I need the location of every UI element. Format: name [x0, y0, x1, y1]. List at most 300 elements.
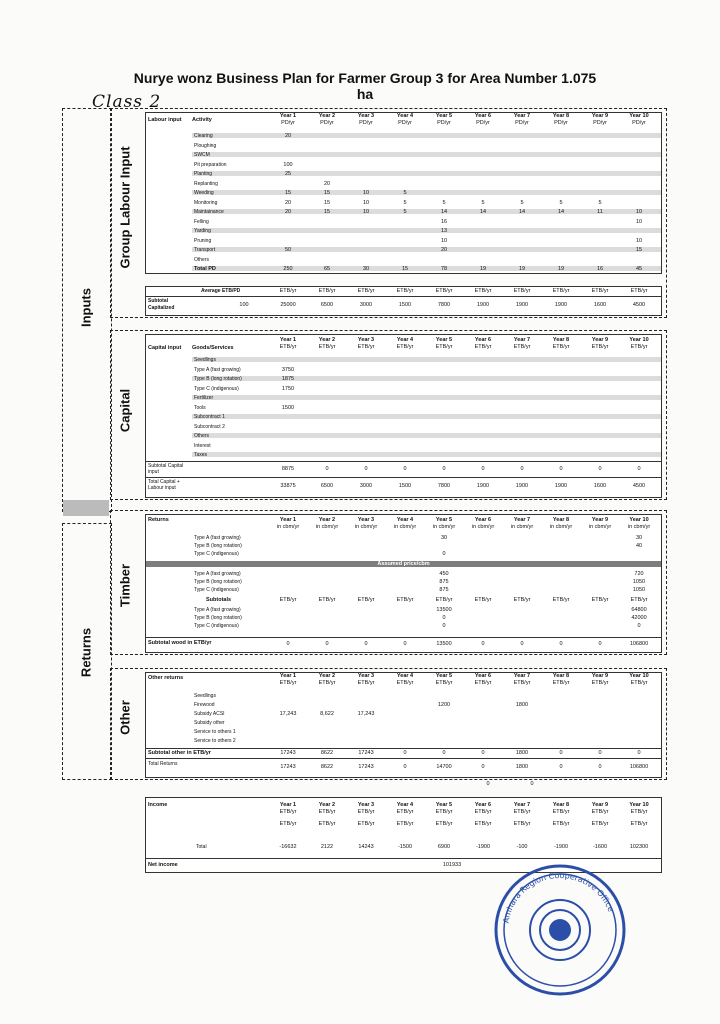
unit-header: ETB/yr — [630, 680, 648, 686]
extra-zero: 0 — [530, 781, 534, 787]
year-header: Year 9 — [591, 337, 609, 343]
labour-subtotal: 4500 — [632, 302, 646, 308]
year-header: Year 8 — [552, 337, 570, 343]
unit-header: ETB/yr — [552, 344, 570, 350]
unit-header: PD/yr — [632, 120, 646, 126]
sub-y10: 0 — [637, 623, 641, 629]
labour-value: 10 — [362, 209, 370, 215]
capital-item: Subcontract 2 — [194, 423, 225, 430]
other-item: Service to others 1 — [194, 729, 236, 735]
sub-y5: 0 — [442, 615, 446, 621]
year-header: Year 6 — [474, 802, 492, 808]
labour-value: 5 — [403, 190, 407, 196]
year-header: Year 3 — [357, 802, 375, 808]
activity-name: Clearing — [194, 133, 213, 139]
labour-value: 19 — [518, 266, 526, 272]
unit-header: ETB/yr — [279, 344, 297, 350]
etb-unit: ETB/yr — [474, 288, 492, 294]
row-stripe — [192, 190, 661, 195]
unit-header: ETB/yr — [435, 809, 453, 815]
extra-zero: 0 — [486, 781, 490, 787]
labour-value: 20 — [323, 180, 331, 187]
capital-total: 33875 — [280, 483, 296, 489]
etb-unit: ETB/yr — [357, 288, 375, 294]
other-subtotal: 0 — [481, 750, 485, 756]
unit-header: PD/yr — [359, 120, 373, 126]
separator-block — [63, 500, 109, 516]
activity-name: Replanting — [194, 180, 218, 187]
net-income-value: 101933 — [442, 862, 462, 868]
labour-subtotal-section — [145, 286, 662, 316]
labour-value: 10 — [635, 237, 643, 244]
unit-header: ETB/yr — [318, 680, 336, 686]
activity-name: Ploughing — [194, 142, 217, 149]
timber-label: Timber — [117, 563, 133, 608]
year-header: Year 8 — [552, 113, 570, 119]
year-header: Year 10 — [629, 113, 649, 119]
year-header: Year 8 — [552, 673, 570, 679]
activity-name: Pruning — [194, 237, 212, 244]
etb-unit: ETB/yr — [279, 288, 297, 294]
labour-value: 15 — [635, 247, 643, 253]
year-header: Year 5 — [435, 802, 453, 808]
goods-label: Goods/Services — [192, 345, 234, 351]
timber-volume-y10: 40 — [635, 543, 643, 549]
year-header: Year 9 — [591, 113, 609, 119]
other-subtotal-label: Subtotal other in ETB/yr — [148, 750, 211, 756]
timber-type: Type B (long rotation) — [194, 543, 242, 549]
unit-header: PD/yr — [554, 120, 568, 126]
capital-value: 1875 — [281, 376, 295, 382]
unit-header: ETB/yr — [318, 344, 336, 350]
labour-value: 19 — [557, 266, 565, 272]
etb-unit: ETB/yr — [591, 288, 609, 294]
etb-unit: ETB/yr — [513, 597, 531, 603]
labour-value: 5 — [598, 199, 602, 206]
unit-header: ETB/yr — [474, 344, 492, 350]
unit-header: ETB/yr — [357, 680, 375, 686]
activity-name: Weeding — [194, 190, 214, 196]
unit-header: ETB/yr — [513, 680, 531, 686]
etb-unit: ETB/yr — [396, 821, 414, 827]
labour-value: 5 — [520, 199, 524, 206]
capital-total: 1500 — [398, 483, 412, 489]
year-header: Year 4 — [396, 517, 414, 523]
sub-y5: 0 — [442, 623, 446, 629]
row-stripe — [192, 376, 661, 381]
timber-type: Type C (indigenous) — [194, 551, 239, 557]
income-total: 6900 — [437, 844, 451, 850]
labour-col-label: Labour input — [148, 117, 182, 123]
year-header: Year 7 — [513, 337, 531, 343]
unit-header: PD/yr — [281, 120, 295, 126]
unit-header: in cbm/yr — [588, 524, 612, 530]
capital-total: 3000 — [359, 483, 373, 489]
activity-name: Monitoring — [194, 199, 218, 206]
firewood-value: 1800 — [515, 702, 529, 708]
etb-unit: ETB/yr — [591, 597, 609, 603]
labour-value: 14 — [518, 209, 526, 215]
year-header: Year 5 — [435, 337, 453, 343]
unit-header: in cbm/yr — [393, 524, 417, 530]
unit-header: PD/yr — [476, 120, 490, 126]
year-header: Year 1 — [279, 113, 297, 119]
capital-value: 1500 — [281, 404, 295, 411]
other-subtotal: 17243 — [358, 750, 374, 756]
wood-subtotal: 0 — [598, 641, 602, 647]
capital-subtotal: 0 — [637, 466, 641, 472]
labour-value: 5 — [403, 209, 407, 215]
labour-value: 50 — [284, 247, 292, 253]
labour-value: 10 — [440, 237, 448, 244]
total-returns: 17243 — [280, 764, 296, 770]
etb-unit: ETB/yr — [396, 597, 414, 603]
etb-unit: ETB/yr — [630, 821, 648, 827]
unit-header: ETB/yr — [474, 680, 492, 686]
unit-header: PD/yr — [593, 120, 607, 126]
activity-name: Pit preparation — [194, 161, 227, 168]
unit-header: in cbm/yr — [627, 524, 651, 530]
etb-unit: ETB/yr — [318, 288, 336, 294]
unit-header: ETB/yr — [630, 809, 648, 815]
labour-subtotal: 7800 — [437, 302, 451, 308]
year-header: Year 10 — [629, 337, 649, 343]
year-header: Year 10 — [629, 517, 649, 523]
capital-subtotal: 0 — [520, 466, 524, 472]
timber-type: Type B (long rotation) — [194, 579, 242, 585]
unit-header: ETB/yr — [357, 344, 375, 350]
labour-subtotal: 1900 — [515, 302, 529, 308]
labour-value: 16 — [440, 218, 448, 225]
activity-name: Planting — [194, 171, 213, 177]
labour-value: 10 — [362, 190, 370, 196]
labour-subtotal: 1600 — [593, 302, 607, 308]
etb-unit: ETB/yr — [396, 288, 414, 294]
wood-subtotal: 0 — [286, 641, 290, 647]
year-header: Year 1 — [279, 517, 297, 523]
unit-header: ETB/yr — [591, 680, 609, 686]
labour-subtotal-label: Subtotal Capitalized — [148, 298, 175, 311]
labour-value: 78 — [440, 266, 448, 272]
year-header: Year 1 — [279, 802, 297, 808]
wood-subtotal: 0 — [403, 641, 407, 647]
etb-unit: ETB/yr — [630, 597, 648, 603]
etb-unit: ETB/yr — [357, 821, 375, 827]
labour-subtotal: 6500 — [320, 302, 334, 308]
rule — [146, 748, 661, 749]
unit-header: ETB/yr — [396, 680, 414, 686]
income-total: 14243 — [358, 844, 374, 850]
capital-item: Type C (indigenous) — [194, 385, 239, 392]
avg-etb-value: 100 — [239, 302, 249, 308]
capital-total-label: Total Capital + Labour input — [148, 479, 180, 491]
rule — [146, 858, 661, 859]
activity-name: Felling — [194, 218, 209, 225]
unit-header: ETB/yr — [435, 344, 453, 350]
row-stripe — [192, 133, 661, 138]
activity-name: Total PD — [194, 266, 216, 272]
capital-item: Interest — [194, 442, 211, 449]
etb-unit: ETB/yr — [474, 597, 492, 603]
labour-value: 15 — [284, 190, 292, 196]
labour-value: 16 — [596, 266, 604, 272]
labour-value: 20 — [284, 209, 292, 215]
unit-header: ETB/yr — [552, 680, 570, 686]
labour-subtotal: 3000 — [359, 302, 373, 308]
year-header: Year 1 — [279, 673, 297, 679]
page-title: Nurye wonz Business Plan for Farmer Group 3 for Area Number 1.075 ha — [133, 70, 597, 102]
total-returns: 0 — [559, 764, 563, 770]
labour-subtotal: 1500 — [398, 302, 412, 308]
row-stripe — [192, 414, 661, 419]
capital-item: Others — [194, 433, 210, 439]
row-stripe — [192, 357, 661, 362]
etb-unit: ETB/yr — [318, 597, 336, 603]
year-header: Year 7 — [513, 673, 531, 679]
capital-total: 7800 — [437, 483, 451, 489]
labour-value: 15 — [401, 266, 409, 272]
capital-subtotal: 0 — [598, 466, 602, 472]
year-header: Year 4 — [396, 337, 414, 343]
etb-unit: ETB/yr — [513, 288, 531, 294]
unit-header: ETB/yr — [435, 680, 453, 686]
capital-item: Seedlings — [194, 357, 216, 363]
activity-name: SWCM — [194, 152, 210, 158]
unit-header: ETB/yr — [396, 344, 414, 350]
total-returns: 106800 — [629, 764, 649, 770]
year-header: Year 6 — [474, 673, 492, 679]
year-header: Year 7 — [513, 517, 531, 523]
capital-subtotal-label: Subtotal Capital input — [148, 463, 184, 475]
year-header: Year 5 — [435, 517, 453, 523]
year-header: Year 5 — [435, 113, 453, 119]
other-item: Seedlings — [194, 693, 216, 699]
capital-total: 1900 — [476, 483, 490, 489]
rule — [146, 296, 661, 297]
other-returns-label: Other returns — [148, 675, 184, 681]
total-returns: 0 — [403, 764, 407, 770]
labour-value: 10 — [362, 199, 370, 206]
year-header: Year 9 — [591, 517, 609, 523]
inputs-label: Inputs — [78, 288, 94, 327]
income-label: Income — [148, 802, 168, 808]
other-section — [145, 672, 662, 778]
row-stripe — [192, 171, 661, 176]
other-subtotal: 0 — [598, 750, 602, 756]
year-header: Year 9 — [591, 802, 609, 808]
other-subtotal: 0 — [559, 750, 563, 756]
other-subtotal: 0 — [637, 750, 641, 756]
timber-type: Type A (fast growing) — [194, 607, 241, 613]
other-subtotal: 17243 — [280, 750, 296, 756]
unit-header: in cbm/yr — [354, 524, 378, 530]
wood-subtotal: 0 — [520, 641, 524, 647]
activity-name: Transport — [194, 247, 216, 253]
etb-unit: ETB/yr — [513, 821, 531, 827]
other-subtotal: 8622 — [320, 750, 334, 756]
etb-unit: ETB/yr — [474, 821, 492, 827]
unit-header: in cbm/yr — [432, 524, 456, 530]
price-band: Assumed price/cbm — [146, 561, 661, 567]
activity-name: Yarding — [194, 228, 211, 234]
total-returns: 14700 — [436, 764, 452, 770]
returns-label: Returns — [78, 627, 94, 678]
labour-value: 19 — [479, 266, 487, 272]
capital-col-label: Capital input — [148, 345, 182, 351]
labour-value: 10 — [635, 218, 643, 225]
unit-header: ETB/yr — [552, 809, 570, 815]
unit-header: ETB/yr — [474, 809, 492, 815]
returns-label: Returns — [148, 517, 169, 523]
labour-value: 13 — [440, 228, 448, 234]
unit-header: ETB/yr — [318, 809, 336, 815]
year-header: Year 5 — [435, 673, 453, 679]
year-header: Year 2 — [318, 517, 336, 523]
year-header: Year 3 — [357, 113, 375, 119]
unit-header: PD/yr — [437, 120, 451, 126]
labour-value: 5 — [481, 199, 485, 206]
other-item: Firewood — [194, 702, 215, 708]
unit-header: in cbm/yr — [315, 524, 339, 530]
unit-header: ETB/yr — [513, 809, 531, 815]
row-stripe — [192, 395, 661, 400]
capital-value: 1750 — [281, 385, 295, 392]
rule — [146, 758, 661, 759]
etb-unit: ETB/yr — [552, 597, 570, 603]
stamp-text: Amhara Region Cooperative Office — [501, 870, 616, 924]
capital-item: Fertilizer — [194, 395, 214, 401]
labour-subtotal: 25000 — [280, 302, 296, 308]
capital-item: Type B (long rotation) — [194, 376, 242, 382]
year-header: Year 6 — [474, 113, 492, 119]
etb-unit: ETB/yr — [630, 288, 648, 294]
capital-subtotal: 0 — [325, 466, 329, 472]
capital-total: 4500 — [632, 483, 646, 489]
price-y10: 1050 — [632, 587, 646, 593]
unit-header: ETB/yr — [513, 344, 531, 350]
labour-value: 10 — [635, 209, 643, 215]
etb-unit: ETB/yr — [435, 288, 453, 294]
unit-header: in cbm/yr — [549, 524, 573, 530]
etb-unit: ETB/yr — [435, 597, 453, 603]
total-returns: 0 — [481, 764, 485, 770]
labour-value: 65 — [323, 266, 331, 272]
year-header: Year 2 — [318, 337, 336, 343]
labour-value: 5 — [442, 199, 446, 206]
capital-subtotal: 0 — [364, 466, 368, 472]
handwritten-note: Class 2 — [92, 92, 162, 112]
year-header: Year 6 — [474, 517, 492, 523]
etb-unit: ETB/yr — [279, 821, 297, 827]
etb-unit: ETB/yr — [318, 821, 336, 827]
group-labour-label: Group Labour Input — [117, 146, 133, 269]
row-stripe — [192, 433, 661, 438]
income-total: 102300 — [629, 844, 649, 850]
labour-value: 15 — [323, 199, 331, 206]
unit-header: in cbm/yr — [471, 524, 495, 530]
income-total: 2122 — [320, 844, 334, 850]
timber-volume-y5: 30 — [440, 535, 448, 541]
etb-unit: ETB/yr — [552, 821, 570, 827]
year-header: Year 7 — [513, 802, 531, 808]
net-income-label: Net income — [148, 862, 178, 868]
avg-etb-label: Average ETB/PD — [201, 288, 241, 294]
activity-name: Others — [194, 256, 210, 263]
unit-header: ETB/yr — [279, 809, 297, 815]
capital-item: Taxes — [194, 452, 208, 458]
year-header: Year 7 — [513, 113, 531, 119]
unit-header: in cbm/yr — [276, 524, 300, 530]
income-total: -1900 — [553, 844, 569, 850]
labour-value: 15 — [323, 209, 331, 215]
year-header: Year 3 — [357, 337, 375, 343]
wood-subtotal: 0 — [559, 641, 563, 647]
year-header: Year 3 — [357, 517, 375, 523]
labour-value: 15 — [323, 190, 331, 196]
price-y10: 720 — [634, 571, 644, 577]
etb-unit: ETB/yr — [552, 288, 570, 294]
capital-item: Subcontract 1 — [194, 414, 225, 420]
capital-subtotal: 0 — [481, 466, 485, 472]
capital-subtotal: 0 — [442, 466, 446, 472]
subtotals-label: Subtotals — [206, 597, 232, 603]
timber-type: Type A (fast growing) — [194, 535, 241, 541]
capital-total: 1600 — [593, 483, 607, 489]
sub-y10: 42000 — [631, 615, 647, 621]
income-total: -1600 — [592, 844, 608, 850]
capital-subtotal: 0 — [559, 466, 563, 472]
capital-subtotal: 0 — [403, 466, 407, 472]
total-returns: 1800 — [515, 764, 529, 770]
official-stamp — [490, 860, 630, 1000]
activity-label: Activity — [192, 117, 212, 123]
labour-subtotal: 1900 — [554, 302, 568, 308]
year-header: Year 9 — [591, 673, 609, 679]
row-stripe — [192, 452, 661, 457]
other-subtotal: 1800 — [515, 750, 529, 756]
timber-volume-y10: 30 — [635, 535, 643, 541]
unit-header: PD/yr — [398, 120, 412, 126]
total-returns: 8622 — [320, 764, 334, 770]
capital-total: 1900 — [515, 483, 529, 489]
rule — [146, 477, 661, 478]
year-header: Year 2 — [318, 673, 336, 679]
year-header: Year 10 — [629, 802, 649, 808]
other-item: Subsidy ACSI — [194, 711, 225, 717]
unit-header: ETB/yr — [357, 809, 375, 815]
firewood-value: 1200 — [437, 702, 451, 708]
row-stripe — [192, 152, 661, 157]
unit-header: ETB/yr — [591, 809, 609, 815]
timber-type: Type B (long rotation) — [194, 615, 242, 621]
subsidy-value: 17,243 — [357, 711, 375, 717]
year-header: Year 2 — [318, 113, 336, 119]
unit-header: PD/yr — [515, 120, 529, 126]
subsidy-value: 8,622 — [320, 711, 334, 717]
capital-label: Capital — [117, 388, 133, 433]
year-header: Year 4 — [396, 673, 414, 679]
income-total: -1900 — [475, 844, 491, 850]
timber-section — [145, 514, 662, 653]
etb-unit: ETB/yr — [435, 821, 453, 827]
labour-value: 45 — [635, 266, 643, 272]
sub-y10: 64800 — [631, 607, 647, 613]
income-total: -16632 — [279, 844, 297, 850]
year-header: Year 4 — [396, 113, 414, 119]
labour-value: 100 — [283, 161, 293, 168]
price-y5: 875 — [439, 579, 449, 585]
capital-total: 1900 — [554, 483, 568, 489]
